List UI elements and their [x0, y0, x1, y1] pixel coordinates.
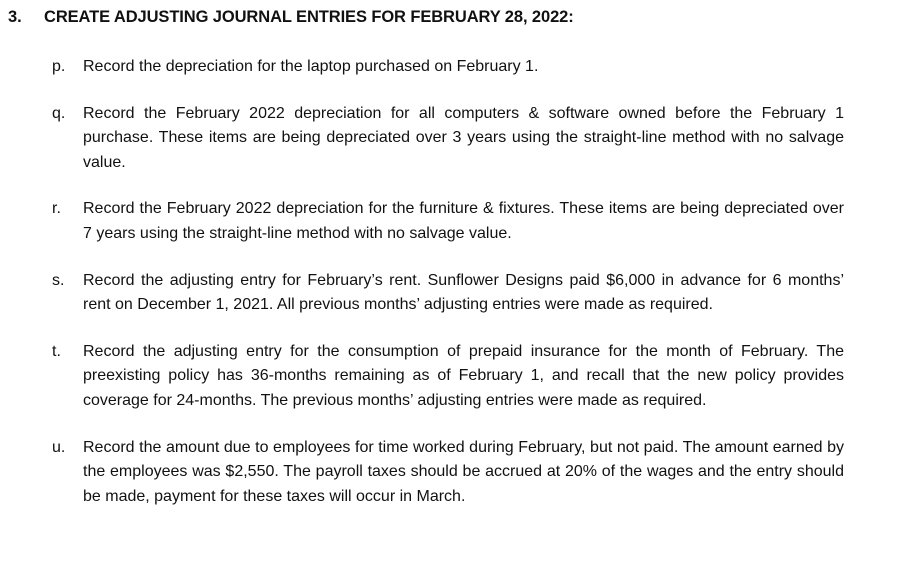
item-text: Record the amount due to employees for time worked during February, but not paid. The amount earned by the employees was $2,550. The payroll taxes should be accrued at 20% of the wages and the entry should be made, payment for these taxes will occur in March. [83, 438, 844, 505]
item-letter: q. [52, 104, 66, 122]
item-letter: t. [52, 342, 61, 360]
list-item-p [52, 55, 844, 80]
list-item-r [52, 197, 844, 246]
item-letter: r. [52, 200, 61, 218]
instruction-list [52, 55, 844, 509]
item-text: Record the adjusting entry for February’s rent. Sunflower Designs paid $6,000 in advance for 6 months’ rent on December 1, 2021. All previous months’ adjusting entries were made as required. [83, 271, 844, 314]
item-text: Record the February 2022 depreciation for the furniture & fixtures. These items are being depreciated over 7 years using the straight-line method with no salvage value. [83, 200, 844, 242]
section-heading [8, 8, 574, 27]
list-item-q [52, 102, 844, 176]
list-item-t [52, 340, 844, 414]
section-number: 3. [8, 8, 22, 26]
item-letter: u. [52, 438, 66, 456]
item-text: Record the depreciation for the laptop purchased on February 1. [83, 58, 539, 75]
list-item-s [52, 269, 844, 318]
item-letter: s. [52, 271, 65, 289]
item-letter: p. [52, 58, 66, 75]
section-title: CREATE ADJUSTING JOURNAL ENTRIES FOR FEBRUARY 28, 2022: [44, 8, 574, 26]
list-item-u [52, 436, 844, 510]
item-text: Record the February 2022 depreciation for all computers & software owned before the February 1 purchase. These items are being depreciated over 3 years using the straight-line method with no salvage value. [83, 104, 844, 171]
item-text: Record the adjusting entry for the consumption of prepaid insurance for the month of February. The preexisting policy has 36-months remaining as of February 1, and recall that the new policy provides coverage for 24-months. The previous months’ adjusting entries were made as required. [83, 342, 844, 409]
